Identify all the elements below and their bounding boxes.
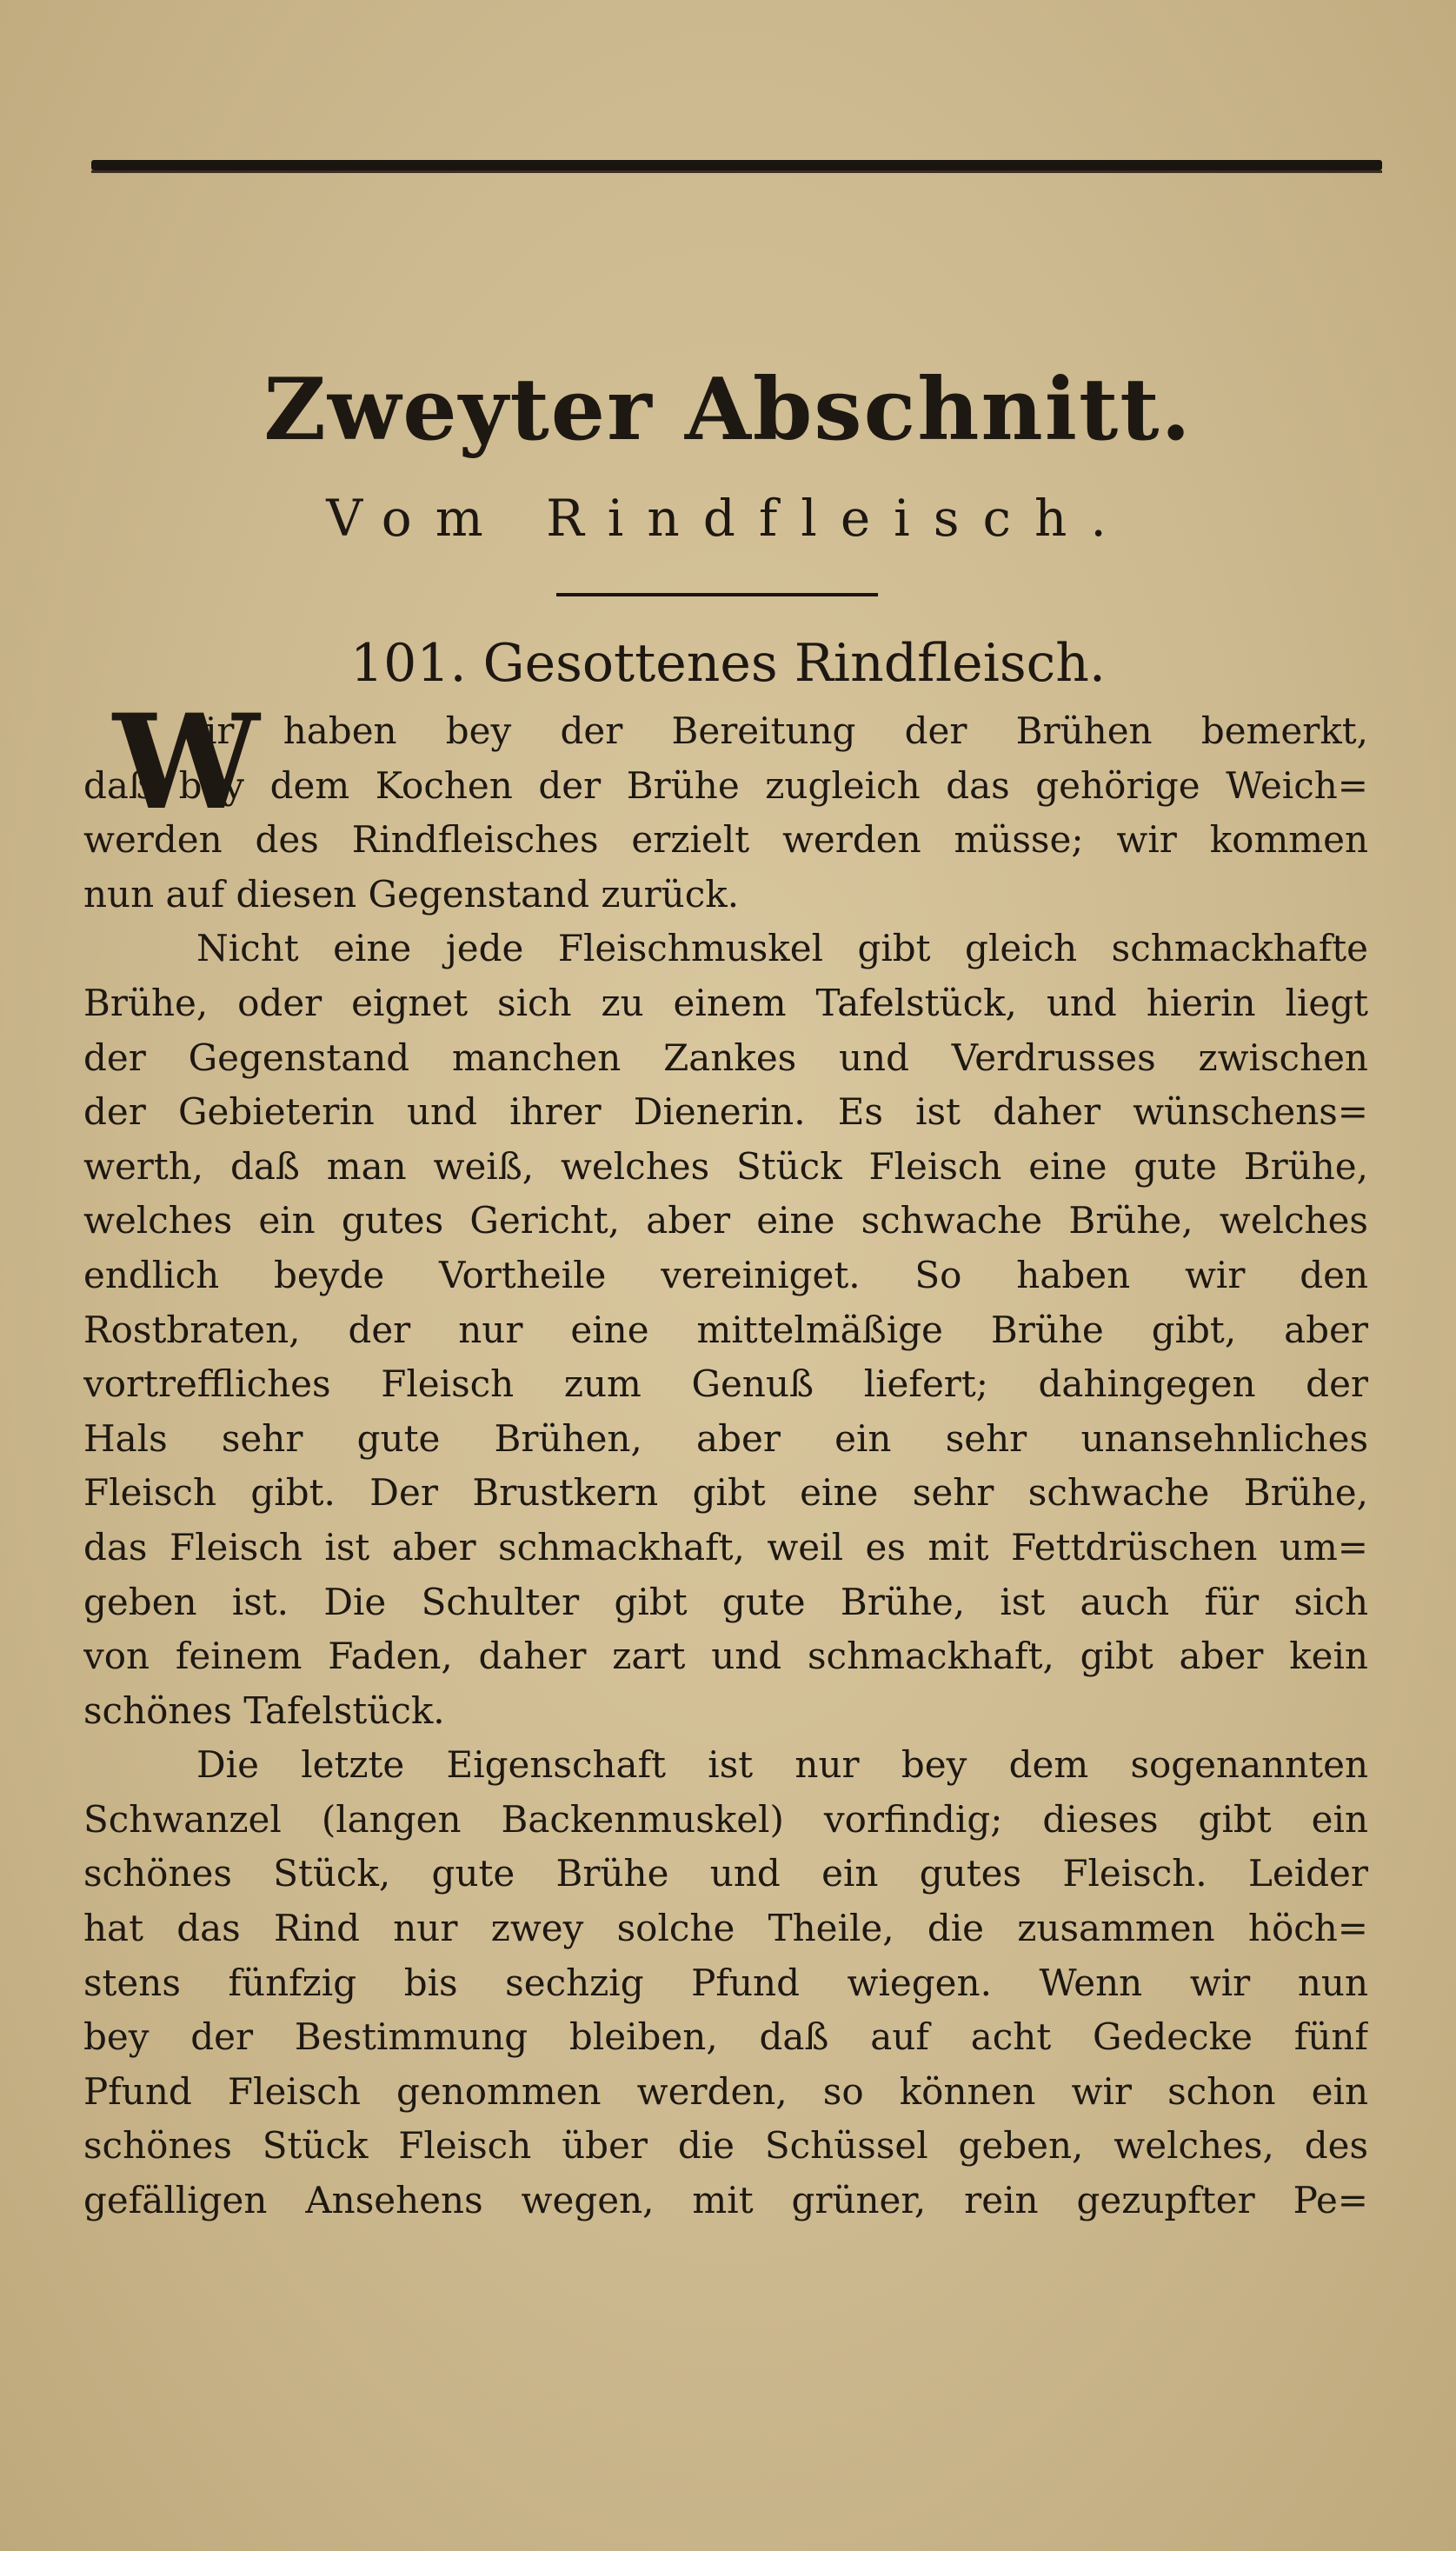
text-line: hat das Rind nur zwey solche Theile, die zusammen höch= — [83, 1907, 1368, 1950]
text-line: Nicht eine jede Fleischmuskel gibt gleich schmackhafte — [196, 927, 1368, 970]
text-line: gefälligen Ansehens wegen, mit grüner, rein gezupfter Pe= — [83, 2179, 1368, 2222]
text-line: schönes Stück Fleisch über die Schüssel geben, welches, des — [83, 2124, 1368, 2168]
text-line: werth, daß man weiß, welches Stück Fleisch eine gute Brühe, — [83, 1144, 1368, 1188]
chapter-subtitle: Vom Rindfleisch. — [326, 489, 1130, 548]
text-line: geben ist. Die Schulter gibt gute Brühe, ist auch für sich — [83, 1580, 1368, 1623]
text-line: bey der Bestimmung bleiben, daß auf acht Gedecke fünf — [83, 2015, 1368, 2059]
text-line: von feinem Faden, daher zart und schmackhaft, gibt aber kein — [83, 1635, 1368, 1678]
text-line: Pfund Fleisch genommen werden, so können wir schon ein — [83, 2069, 1368, 2113]
text-line: daß bey dem Kochen der Brühe zugleich das gehörige Weich= — [83, 763, 1368, 807]
text-line: endlich beyde Vortheile vereiniget. So haben wir den — [83, 1253, 1368, 1296]
text-line: schönes Tafelstück. — [83, 1688, 445, 1732]
body-text — [83, 704, 1368, 2228]
text-line: das Fleisch ist aber schmackhaft, weil es mit Fettdrüschen um= — [83, 1525, 1368, 1569]
text-line: werden des Rindfleisches erzielt werden müsse; wir kommen — [83, 818, 1368, 862]
text-line: ir haben bey der Bereitung der Brühen bemerkt, — [205, 709, 1368, 752]
text-line: der Gebieterin und ihrer Dienerin. Es ist daher wünschens= — [83, 1090, 1368, 1134]
section-heading: 101. Gesottenes Rindfleisch. — [349, 633, 1106, 694]
text-line: stens fünfzig bis sechzig Pfund wiegen. Wenn wir nun — [83, 1961, 1368, 2004]
drop-cap: W — [113, 686, 260, 839]
text-line: Brühe, oder eignet sich zu einem Tafelstück, und hierin liegt — [83, 981, 1368, 1024]
text-line: der Gegenstand manchen Zankes und Verdrusses zwischen — [83, 1036, 1368, 1079]
text-line: Rostbraten, der nur eine mittelmäßige Brühe gibt, aber — [83, 1308, 1368, 1351]
text-line: welches ein gutes Gericht, aber eine schwache Brühe, welches — [83, 1199, 1368, 1242]
top-rule — [91, 160, 1382, 170]
chapter-title: Zweyter Abschnitt. — [263, 360, 1193, 460]
section-divider — [556, 593, 878, 596]
text-line: Die letzte Eigenschaft ist nur bey dem sogenannten — [196, 1743, 1368, 1787]
text-line: Hals sehr gute Brühen, aber ein sehr unansehnliches — [83, 1416, 1368, 1460]
text-line: schönes Stück, gute Brühe und ein gutes Fleisch. Leider — [83, 1852, 1368, 1895]
text-line: Schwanzel (langen Backenmuskel) vorfindig; dieses gibt ein — [83, 1797, 1368, 1841]
text-line: nun auf diesen Gegenstand zurück. — [83, 872, 740, 916]
text-line: Fleisch gibt. Der Brustkern gibt eine sehr schwache Brühe, — [83, 1471, 1368, 1515]
text-line: vortreffliches Fleisch zum Genuß liefert; dahingegen der — [83, 1362, 1368, 1406]
